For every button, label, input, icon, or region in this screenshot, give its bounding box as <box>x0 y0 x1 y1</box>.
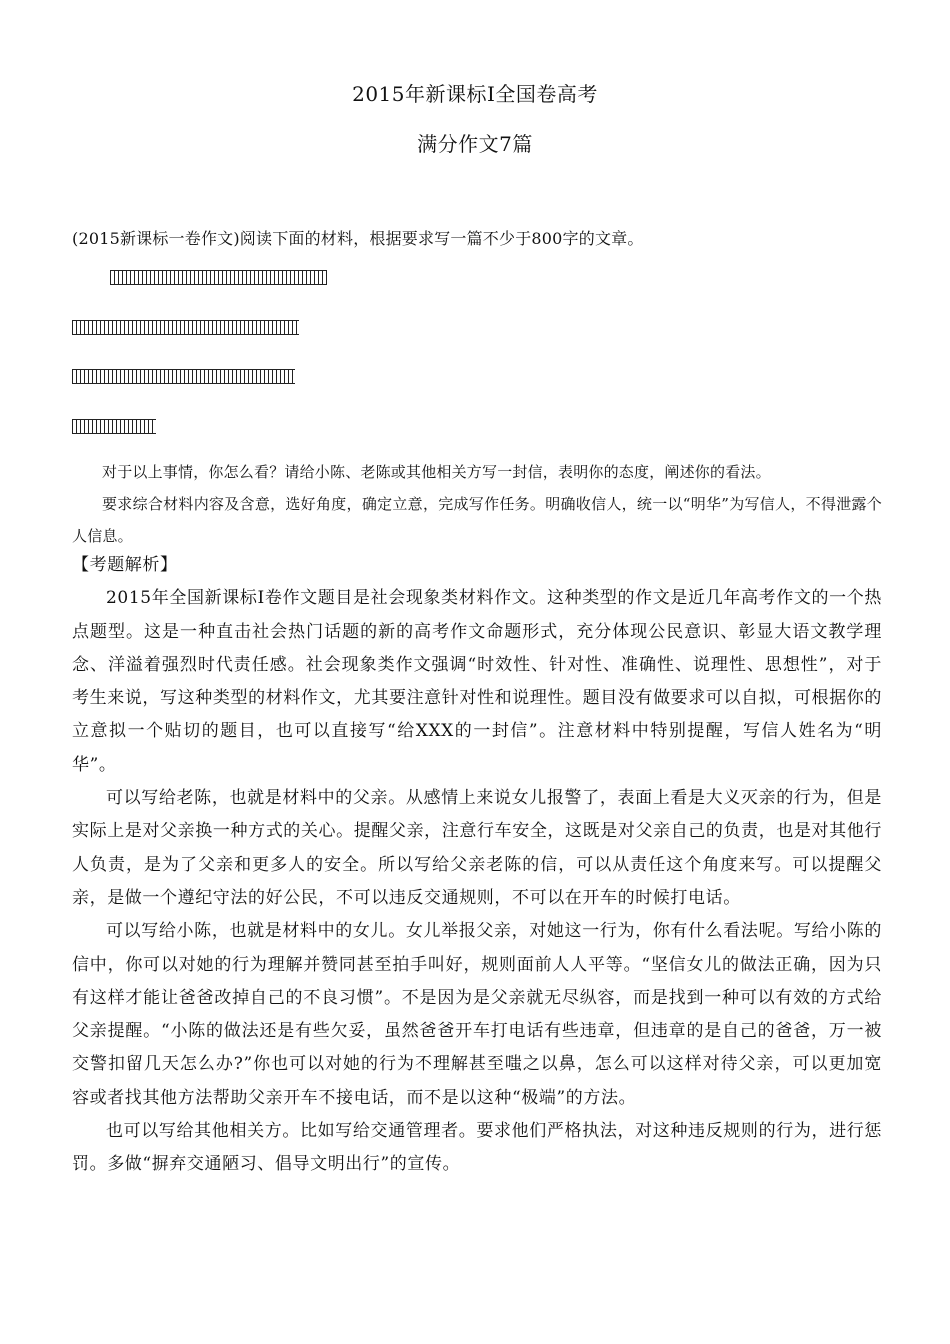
unrendered-text-line <box>110 270 327 285</box>
unrendered-text-line <box>72 419 156 434</box>
unrendered-text-line <box>72 369 295 384</box>
analysis-paragraph: 可以写给老陈，也就是材料中的父亲。从感情上来说女儿报警了，表面上看是大义灭亲的行为，但是实际上是对父亲换一种方式的关心。提醒父亲，注意行车安全，这既是对父亲自己的负责，也是对其他行人负责，是为了父亲和更多人的安全。所以写给父亲老陈的信，可以从责任这个角度来写。可以提醒父亲，是做一个遵纪守法的好公民，不可以违反交通规则，不可以在开车的时候打电话。 <box>72 788 882 908</box>
analysis-section <box>72 549 882 1182</box>
unrendered-text-line <box>72 320 299 335</box>
prompt-requirements <box>72 456 882 552</box>
analysis-paragraph: 2015年全国新课标I卷作文题目是社会现象类材料作文。这种类型的作文是近几年高考作文的一个热点题型。这是一种直击社会热门话题的新的高考作文命题形式，充分体现公民意识、彰显大语文教学理念、洋溢着强烈时代责任感。社会现象类作文强调“时效性、针对性、准确性、说理性、思想性”，对于考生来说，写这种类型的材料作文，尤其要注意针对性和说理性。题目没有做要求可以自拟，可根据你的立意拟一个贴切的题目，也可以直接写“给XXX的一封信”。注意材料中特别提醒，写信人姓名为“明华”。 <box>72 588 882 775</box>
analysis-paragraph: 可以写给小陈，也就是材料中的女儿。女儿举报父亲，对她这一行为，你有什么看法呢。写给小陈的信中，你可以对她的行为理解并赞同甚至拍手叫好，规则面前人人平等。“坚信女儿的做法正确，因为只有这样才能让爸爸改掉自己的不良习惯”。不是因为是父亲就无尽纵容，而是找到一种可以有效的方式给父亲提醒。“小陈的做法还是有些欠妥，虽然爸爸开车打电话有些违章，但违章的是自己的爸爸，万一被交警扣留几天怎么办?”你也可以对她的行为不理解甚至嗤之以鼻，怎么可以这样对待父亲，可以更加宽容或者找其他方法帮助父亲开车不接电话，而不是以这种“极端”的方法。 <box>72 921 882 1108</box>
prompt-intro: (2015新课标一卷作文)阅读下面的材料，根据要求写一篇不少于800字的文章。 <box>72 229 644 248</box>
analysis-heading: 【考题解析】 <box>72 555 178 575</box>
document-title: 2015年新课标I全国卷高考 <box>352 82 598 106</box>
document-subtitle: 满分作文7篇 <box>417 132 533 156</box>
prompt-question: 对于以上事情，你怎么看？请给小陈、老陈或其他相关方写一封信，表明你的态度，阐述你的看法。 <box>102 463 771 481</box>
prompt-requirement: 要求综合材料内容及含意，选好角度，确定立意，完成写作任务。明确收信人，统一以“明华”为写信人，不得泄露个人信息。 <box>72 495 882 545</box>
analysis-paragraph: 也可以写给其他相关方。比如写给交通管理者。要求他们严格执法，对这种违反规则的行为，进行惩罚。多做“摒弃交通陋习、倡导文明出行”的宣传。 <box>72 1121 882 1175</box>
